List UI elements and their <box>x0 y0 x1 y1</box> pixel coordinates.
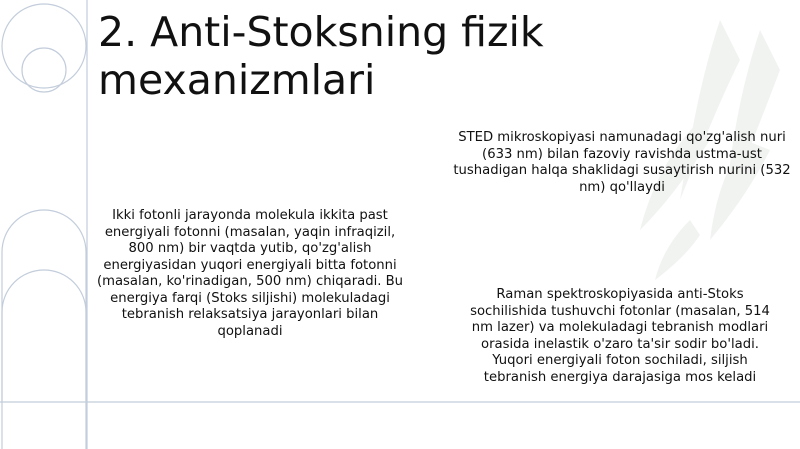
slide-title <box>98 8 758 104</box>
two-photon-paragraph: Ikki fotonli jarayonda molekula ikkita past energiyali fotonni (masalan, yaqin infraqizil, 800 nm) bir vaqtda yutib, qo'zg'alish energiyasidan yuqori energiyali bitta fotonni (masalan, ko'rinadigan, 500 nm) chiqaradi. Bu energiya farqi (Stoks siljishi) molekuladagi tebranish relaksatsiya jarayonlari bilan qoplanadi <box>96 208 404 339</box>
small-circle-top <box>22 48 66 92</box>
arch-bottom <box>2 270 86 449</box>
title-line-2: mexanizmlari <box>98 56 376 104</box>
raman-paragraph: Raman spektroskopiyasida anti-Stoks sochilishida tushuvchi fotonlar (masalan, 514 nm lazer) va molekuladagi tebranish modlari orasida inelastik o'zaro ta'sir sodir bo'ladi. Yuqori energiyali foton sochiladi, siljish tebranish energiya darajasiga mos keladi <box>470 287 770 385</box>
title-line-1: 2. Anti-Stoksning fizik <box>98 8 544 56</box>
arch-middle <box>2 210 86 402</box>
large-circle-top <box>2 4 86 88</box>
sted-paragraph: STED mikroskopiyasi namunadagi qo'zg'alish nuri (633 nm) bilan fazoviy ravishda ustma-ust tushadigan halqa shaklidagi susaytirish nurini (532 nm) qo'llaydi <box>453 130 791 195</box>
